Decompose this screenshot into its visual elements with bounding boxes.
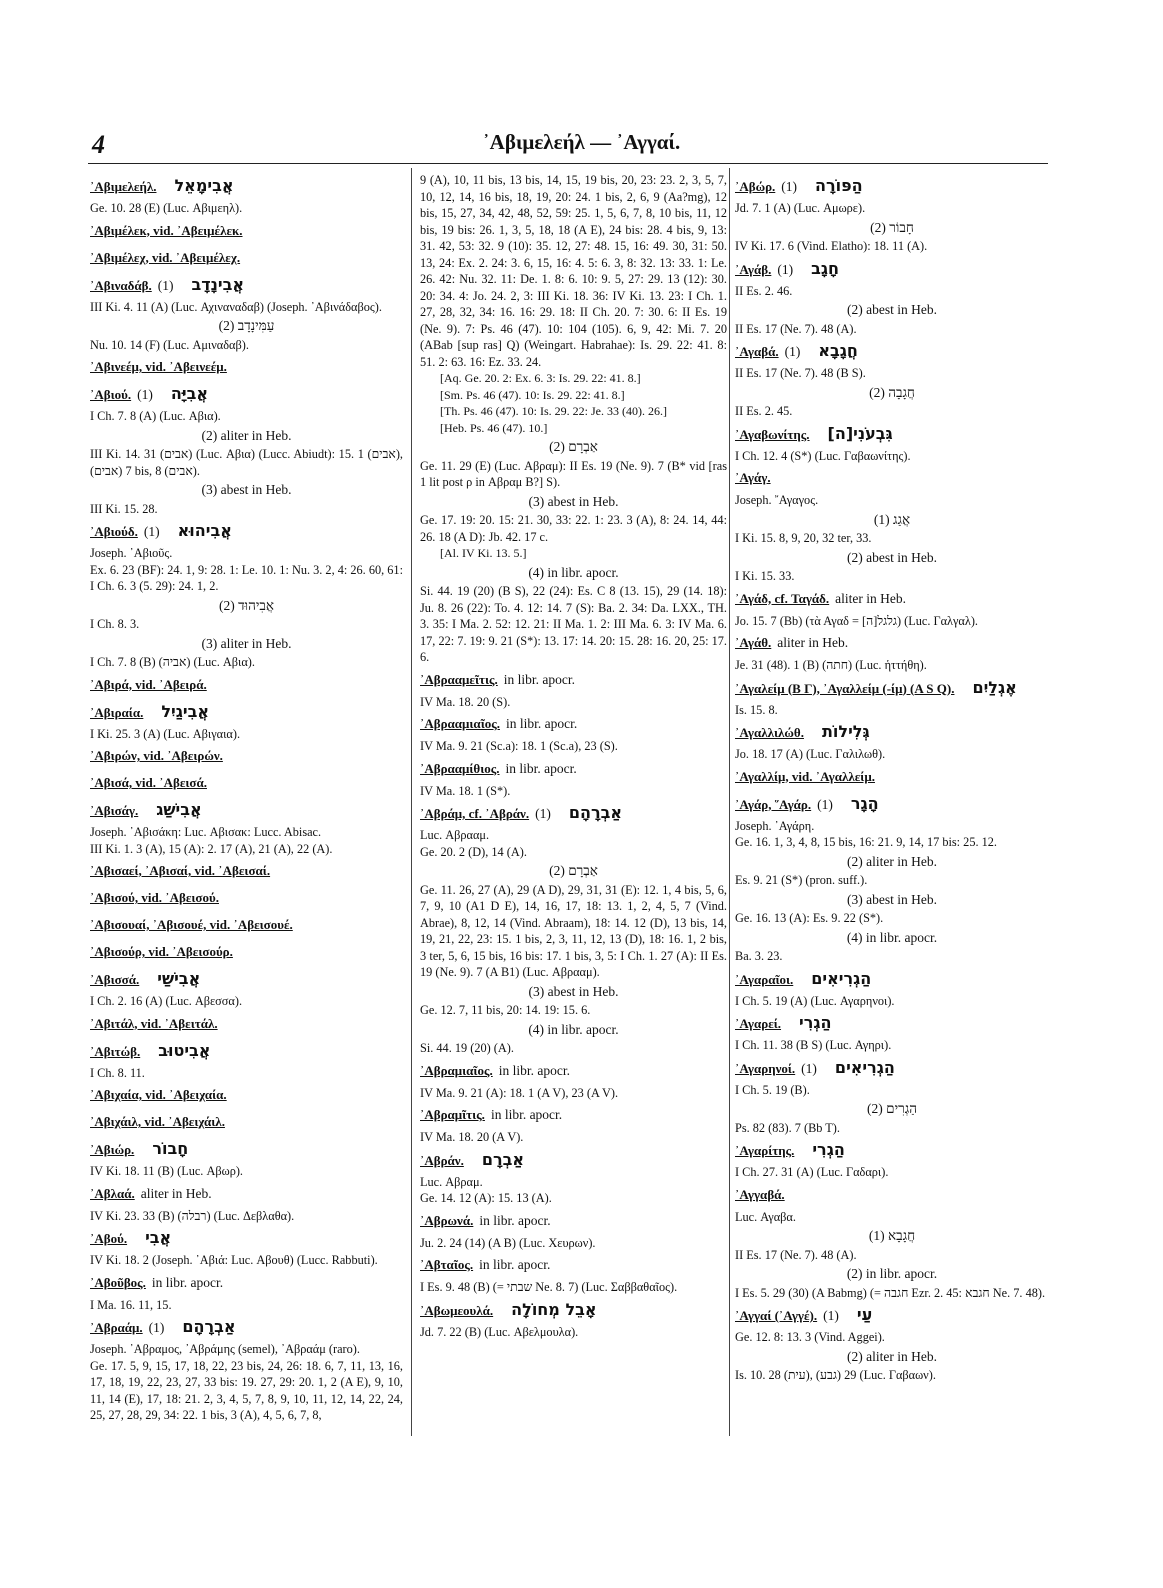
headword: ᾿Αβιρά, vid. ᾿Αβειρά. <box>90 676 207 692</box>
headword: ᾿Αβισαεί, ᾿Αβισαί, vid. ᾿Αβεισαί. <box>90 863 271 878</box>
headword: ᾿Αβισούρ, vid. ᾿Αβεισούρ. <box>90 944 233 959</box>
reference-text: Ge. 11. 29 (E) (Luc. Αβραμ): II Es. 19 (Ne. 9). 7 (B* vid [ras 1 lit post ρ in Αβραμ B?] S). <box>420 458 727 489</box>
sense-heading: (3) abest in Heb. <box>528 493 619 509</box>
reference-text: Ge. 17. 19: 20. 15: 21. 30, 33: 22. 1: 23. 3 (A), 8: 24. 14, 44: 26. 18 (A D): Jb. 42. 17 c. <box>420 513 727 544</box>
headword: ᾿Αβρααμιαῖος. <box>420 716 500 731</box>
reference-text: I Es. 5. 29 (30) (A Babmg) (= חגבה Ezr. 2. 45: חגבא Ne. 7. 48). <box>735 1285 1046 1300</box>
reference-text: I Ch. 5. 19 (B). <box>735 1082 810 1097</box>
reference-text: Ps. 82 (83). 7 (Bb T). <box>735 1120 840 1135</box>
reference-text: Si. 44. 19 (20) (A). <box>420 1041 514 1055</box>
reference-text: Joseph. ᾿Αβισάκη: Luc. Αβισακ: Lucc. Abisac. <box>90 825 322 839</box>
headword-entry <box>90 802 403 823</box>
header-rule <box>88 163 1048 164</box>
reference-text: IV Ma. 9. 21 (Sc.a): 18. 1 (Sc.a), 23 (S). <box>420 739 618 753</box>
headword-entry <box>90 1141 403 1162</box>
reference-text: Je. 31 (48). 1 (B) (חתה) (Luc. ἡττήθη). <box>735 658 927 672</box>
headword: ᾿Αβιραία. <box>90 704 144 720</box>
reference-text: Jd. 7. 22 (B) (Luc. Αβελμουλα). <box>420 1324 579 1339</box>
headword-entry <box>90 677 403 698</box>
headword-entry <box>735 724 1049 745</box>
reference-text: II Es. 17 (Ne. 7). 48 (A). <box>735 321 857 336</box>
headword-entry <box>735 677 1049 701</box>
column-2 <box>420 172 727 1340</box>
version-reference: [Aq. Ge. 20. 2: Ex. 6. 3: Is. 29. 22: 41. 8.] <box>440 371 641 385</box>
headword: ᾿Αβράν. <box>420 1152 464 1168</box>
headword: ᾿Αβρωνά. <box>420 1212 474 1228</box>
reference-text: I Ch. 8. 3. <box>90 617 140 631</box>
hebrew-equivalent: הַגְרִי <box>812 1140 845 1159</box>
reference-text: III Ki. 15. 28. <box>90 501 158 516</box>
hebrew-equivalent: אֲבִיטוּב <box>158 1040 211 1060</box>
headword-entry <box>90 178 403 199</box>
headword-entry <box>420 1257 727 1278</box>
headword-entry <box>735 1307 1049 1328</box>
headword-entry <box>90 386 403 407</box>
headword: ᾿Αγαλλίμ, vid. ᾿Αγαλλείμ. <box>735 768 875 784</box>
sense-note: (1) <box>157 277 174 293</box>
reference-text: II Es. 17 (Ne. 7). 48 (B S). <box>735 366 866 380</box>
sense-heading: (2) חֲגָבָה <box>869 384 915 400</box>
headword: ᾿Αγάρ, ῞Αγάρ. <box>735 796 812 812</box>
version-reference: [Sm. Ps. 46 (47). 10: Is. 29. 22: 41. 8.] <box>440 387 625 402</box>
reference-text: Jo. 15. 7 (Bb) (τὰ Αγαδ = [ה]גלגל) (Luc. Γαλγαλ). <box>735 613 978 628</box>
column-divider <box>729 168 730 1436</box>
hebrew-equivalent: אֲבִיָּה <box>170 384 208 403</box>
reference-text: IV Ma. 9. 21 (A): 18. 1 (A V), 23 (A V). <box>420 1085 619 1100</box>
reference-text: IV Ki. 23. 33 (B) (רבלה) (Luc. Δεβλαθα). <box>90 1208 295 1223</box>
reference-text: III Ki. 1. 3 (A), 15 (A): 2. 17 (A), 21 (A), 22 (A). <box>90 841 333 856</box>
reference-text: Joseph. ᾿Αβιοῦς. <box>90 546 173 560</box>
headword-entry <box>90 890 403 911</box>
headword: ᾿Αβισουαί, ᾿Αβισουέ, vid. ᾿Αβεισουέ. <box>90 917 293 932</box>
reference-text: I Ch. 7. 8 (A) (Luc. Αβια). <box>90 409 221 423</box>
reference-text: I Ch. 12. 4 (S*) (Luc. Γαβαωνίτης). <box>735 448 911 463</box>
reference-text: III Ki. 14. 31 (אבים) (Luc. Αβια) (Lucc. Abiudt): 15. 1 (אבים), 7 (אבים) bis, 8 (אבים). <box>90 447 403 478</box>
headword: ᾿Αγαβά. <box>735 344 779 359</box>
headword: ᾿Αβραμιαῖος. <box>420 1062 493 1078</box>
headword: ᾿Αβιτάλ, vid. ᾿Αβειτάλ. <box>90 1015 218 1031</box>
headword-entry <box>90 917 403 938</box>
sense-heading: (4) in libr. apocr. <box>528 564 619 580</box>
reference-text: I Ma. 16. 11, 15. <box>90 1297 172 1312</box>
headword-entry <box>420 1213 727 1234</box>
column-3 <box>735 172 1049 1384</box>
headword: ᾿Αβιρών, vid. ᾿Αβειρών. <box>90 748 223 763</box>
reference-text: Jo. 18. 17 (A) (Luc. Γαλιλωθ). <box>735 747 886 761</box>
hebrew-equivalent: חָגָב <box>811 258 839 278</box>
headword: ᾿Αβού. <box>90 1231 128 1246</box>
sense-heading: (2) aliter in Heb. <box>201 427 292 443</box>
sense-note: (1) <box>801 1060 817 1076</box>
headword-entry <box>735 343 1049 364</box>
reference-text: IV Ki. 18. 2 (Joseph. ᾿Αβιά: Luc. Αβουθ) (Lucc. Rabbuti). <box>90 1253 378 1267</box>
hebrew-equivalent: חָבוֹר <box>152 1139 189 1158</box>
reference-text: Ge. 10. 28 (E) (Luc. Αβιμεηλ). <box>90 201 243 215</box>
headword: ᾿Αβιναδάβ. <box>90 277 152 293</box>
reference-text: Luc. Αβραμ. <box>420 1174 483 1189</box>
sense-note: in libr. apocr. <box>479 1257 551 1272</box>
headword: ᾿Αβινεέμ, vid. ᾿Αβεινεέμ. <box>90 359 227 374</box>
headword-entry <box>735 1015 1049 1036</box>
hebrew-equivalent: אֲבִיגַיִל <box>161 701 210 721</box>
sense-heading: (4) in libr. apocr. <box>528 1021 619 1037</box>
headword: ᾿Αβώρ. <box>735 179 776 194</box>
reference-text: IV Ki. 17. 6 (Vind. Elatho): 18. 11 (A). <box>735 239 928 253</box>
headword-entry <box>420 805 727 826</box>
headword-entry <box>735 1187 1049 1208</box>
headword-entry <box>420 1107 727 1128</box>
headword: ᾿Αβράμ, cf. ᾿Αβράν. <box>420 806 530 821</box>
headword-entry <box>420 761 727 782</box>
reference-text: Ge. 20. 2 (D), 14 (A). <box>420 844 527 859</box>
headword-entry <box>90 971 403 992</box>
headword-entry <box>420 1149 727 1173</box>
headword-entry <box>90 1319 403 1340</box>
sense-note: aliter in Heb. <box>140 1185 212 1201</box>
hebrew-equivalent: אֲבִישַׁג <box>156 800 202 819</box>
hebrew-equivalent: עַי <box>856 1305 873 1324</box>
headword-entry <box>90 1087 403 1108</box>
headword-entry <box>90 1016 403 1037</box>
headword-entry <box>90 223 403 244</box>
headword-entry <box>90 359 403 380</box>
reference-text: Ge. 16. 13 (A): Es. 9. 22 (S*). <box>735 911 884 925</box>
headword-entry <box>735 423 1049 447</box>
headword: ᾿Αγαραῖοι. <box>735 971 794 987</box>
headword-entry <box>90 250 403 271</box>
headword: ᾿Αγάβ. <box>735 261 772 277</box>
hebrew-equivalent: אָבֵל מְחוֹלָה <box>511 1299 597 1319</box>
hebrew-equivalent: הַגְרִיאִים <box>811 968 872 988</box>
hebrew-equivalent: אֶגְלַיִם <box>972 677 1017 697</box>
headword-entry <box>735 968 1049 992</box>
headword: ᾿Αβοῦβος. <box>90 1274 146 1290</box>
reference-text: Ge. 16. 1, 3, 4, 8, 15 bis, 16: 21. 9, 14, 17 bis: 25. 12. <box>735 835 997 849</box>
sense-note: (1) <box>137 387 153 402</box>
sense-heading: (2) abest in Heb. <box>847 302 937 317</box>
reference-text: Nu. 10. 14 (F) (Luc. Αμιναδαβ). <box>90 337 249 352</box>
headword: ᾿Αγαλλιλώθ. <box>735 725 804 740</box>
sense-note: in libr. apocr. <box>479 1212 551 1228</box>
sense-note: aliter in Heb. <box>835 590 907 606</box>
column-1 <box>90 172 403 1424</box>
headword: ᾿Αβλαά. <box>90 1185 135 1201</box>
headword: ᾿Αβιχάιλ, vid. ᾿Αβειχάιλ. <box>90 1114 225 1129</box>
reference-text: Ge. 11. 26, 27 (A), 29 (A D), 29, 31, 31 (E): 12. 1, 4 bis, 5, 6, 7, 9, 10 (A1 D E), 14, 16, 17, 18: 13. 1, 2, 4, 5, 7 (Vind. Abrae), 8, 12, 14 (Vind. Abraam), 18: 14. 12 (D), 13 bis, 14, 19, 21, 22, 23: 15. 1 bis, 2, 3, 11, 12, 13 (D), 18: 16. 1, 2 bis, 3 ter, 5, 6, 15 bis, 16 bis: 17. 1 bis, 3, 5: I Ch. 1. 27 (A): II Es. 19 (Ne. 9). 7 (A B1) (Luc. Αβρααμ). <box>420 882 727 979</box>
headword-entry <box>90 748 403 769</box>
sense-heading: (2) in libr. apocr. <box>846 1266 938 1281</box>
reference-text: Ba. 3. 23. <box>735 949 783 963</box>
sense-heading: (2) אֲבִיהוּד <box>219 597 274 613</box>
sense-note: aliter in Heb. <box>777 635 849 650</box>
headword-entry <box>735 470 1049 491</box>
reference-text: I Ch. 27. 31 (A) (Luc. Γαδαρι). <box>735 1165 889 1179</box>
reference-text: Is. 10. 28 (עית), 29 (גבע) (Luc. Γαβαων). <box>735 1368 936 1382</box>
headword: ᾿Αβισού, vid. ᾿Αβεισού. <box>90 890 219 905</box>
headword-entry <box>420 672 727 693</box>
sense-heading: (3) abest in Heb. <box>528 983 619 999</box>
sense-heading: (1) חֲגָבָא <box>868 1228 916 1243</box>
sense-heading: (2) אַבְרָם <box>549 439 598 454</box>
sense-heading: (2) חָבוֹר <box>870 219 914 235</box>
running-head: ᾿Αβιμελεήλ — ᾿Αγγαί. <box>482 130 681 154</box>
reference-text: I Ki. 15. 33. <box>735 569 795 583</box>
reference-text: III Ki. 4. 11 (A) (Luc. Αχιναναδαβ) (Joseph. ᾿Αβινάδαβος). <box>90 299 382 314</box>
headword: ᾿Αγάθ. <box>735 635 772 650</box>
headword-entry <box>420 1299 727 1323</box>
hebrew-equivalent: [ה]גִּבְעֹנִי <box>827 423 893 443</box>
hebrew-equivalent: אֲבִישַׁי <box>157 969 201 988</box>
headword: ᾿Αγάδ, cf. Ταγάδ. <box>735 590 830 606</box>
headword: ᾿Αβρααμεῖτις. <box>420 671 498 687</box>
reference-text: Es. 9. 21 (S*) (pron. suff.). <box>735 873 868 887</box>
reference-text: Ge. 14. 12 (A): 15. 13 (A). <box>420 1191 552 1205</box>
headword-entry <box>735 1057 1049 1081</box>
headword-entry <box>90 523 403 544</box>
sense-note: (1) <box>784 344 801 359</box>
version-reference: [Al. IV Ki. 13. 5.] <box>440 546 527 560</box>
headword: ᾿Αβιτώβ. <box>90 1043 141 1059</box>
sense-note: in libr. apocr. <box>498 1062 570 1078</box>
reference-text: Jd. 7. 1 (A) (Luc. Αμωρε). <box>735 201 866 215</box>
hebrew-equivalent: הָגָר <box>850 793 879 813</box>
sense-heading: (2) אַבְרָם <box>549 863 598 878</box>
sense-note: (1) <box>817 796 833 812</box>
headword: ᾿Αγάγ. <box>735 470 771 485</box>
reference-text: Luc. Αβρααμ. <box>420 828 490 842</box>
reference-text: I Ki. 25. 3 (A) (Luc. Αβιγαια). <box>90 726 241 741</box>
hebrew-equivalent: חֲגָבָא <box>818 341 858 360</box>
hebrew-equivalent: הַפּוֹרָה <box>815 176 863 195</box>
headword: ᾿Αγαρηνοί. <box>735 1060 796 1076</box>
sense-note: (1) <box>535 806 551 821</box>
headword-entry <box>735 635 1049 656</box>
sense-heading: (3) aliter in Heb. <box>201 635 292 651</box>
hebrew-equivalent: אַבְרָהָם <box>568 803 623 822</box>
headword: ᾿Αβραμῖτις. <box>420 1107 485 1122</box>
sense-note: in libr. apocr. <box>490 1107 563 1122</box>
headword: ᾿Αβωμεουλά. <box>420 1302 494 1318</box>
sense-heading: (3) abest in Heb. <box>847 891 937 907</box>
reference-text: Si. 44. 19 (20) (B S), 22 (24): Es. C 8 (13. 15), 29 (14. 18): Ju. 8. 26 (22): To. 4. 12: 14. 7 (S): Ba. 2. 34: Da. LXX., TH. 3. 35: I Ma. 2. 52: 12. 21: II Ma. 1. 2: III Ma. 6. 3: IV Ma. 6. 17, 22: 7. 19: 9. 21 (S*): 13. 17: 14. 20: 15. 28: 16. 20, 25: 17. 6. <box>420 584 727 664</box>
headword-entry <box>735 793 1049 817</box>
reference-text: I Es. 9. 48 (B) (= שבתי Ne. 8. 7) (Luc. Σαββαθαῖος). <box>420 1280 678 1294</box>
headword-entry <box>735 591 1049 612</box>
headword-entry <box>90 863 403 884</box>
headword-entry <box>90 1275 403 1296</box>
column-divider <box>411 168 412 1436</box>
headword-entry <box>90 274 403 298</box>
headword: ᾿Αβιώρ. <box>90 1142 135 1157</box>
reference-text: 9 (A), 10, 11 bis, 13 bis, 14, 15, 19 bis, 20, 23: 23. 2, 3, 5, 7, 10, 12, 14, 16 bis, 18, 19, 20: 24. 1 bis, 2, 6, 9 (Aa?mg), 12 bis, 15, 27, 34, 42, 48, 52, 59: 25. 1, 5, 6, 7, 8, 10 bis, 11, 12 bis, 19 bis: 26. 1, 3, 5, 18, 18 (A E), 24 bis: 28. 4 bis, 9, 13: 31. 42, 53: 32. 9 (10): 35. 12, 27: 48. 15, 16: 49. 30, 31: 50. 13, 24: Ex. 2. 24: 3. 6, 15, 16: 4. 5: 6. 3, 8: 32. 13: 33. 1: Le. 26. 42: Nu. 32. 11: De. 1. 8: 6. 10: 9. 5, 27: 29. 13 (12): 30. 20: 34. 4: Jo. 24. 2, 3: III Ki. 18. 36: IV Ki. 13. 23: I Ch. 1. 27, 28, 32, 34: 16. 16: 29. 18: II Ch. 20. 7: 30. 6: II Es. 19 (Ne. 9). 7: Ps. 46 (47). 10: 104 (105). 6, 9, 42: Mi. 7. 20 (ABab [sup ras] Q) (Weingart. Habrahae): Is. 29. 22: 41. 8: 51. 2: 63. 16: Ez. 33. 24. <box>420 173 727 369</box>
hebrew-equivalent: אַבְרָהָם <box>182 1317 236 1336</box>
headword: ᾿Αγαρεί. <box>735 1016 782 1031</box>
headword-entry <box>90 1040 403 1064</box>
sense-heading: (2) aliter in Heb. <box>847 853 937 869</box>
sense-note: (1) <box>148 1320 165 1335</box>
headword: ᾿Αγγαβά. <box>735 1186 785 1202</box>
hebrew-equivalent: אֲבִימָאֵל <box>174 176 234 195</box>
reference-text: Joseph. ᾿Αγάρη. <box>735 818 815 833</box>
hebrew-equivalent: הַגְרִיאִים <box>834 1057 895 1077</box>
reference-text: Ge. 12. 7, 11 bis, 20: 14. 19: 15. 6. <box>420 1003 591 1017</box>
reference-text: II Es. 2. 45. <box>735 404 793 418</box>
reference-text: I Ki. 15. 8, 9, 20, 32 ter, 33. <box>735 531 872 545</box>
hebrew-equivalent: אֲבִינָדָב <box>191 274 245 294</box>
reference-text: IV Ma. 18. 1 (S*). <box>420 783 511 798</box>
version-reference: [Th. Ps. 46 (47). 10: Is. 29. 22: Je. 33 (40). 26.] <box>440 404 667 418</box>
reference-text: II Es. 17 (Ne. 7). 48 (A). <box>735 1247 857 1262</box>
headword: ᾿Αγγαί (᾿Αγγέ). <box>735 1308 818 1323</box>
headword: ᾿Αβιχαία, vid. ᾿Αβειχαία. <box>90 1087 227 1102</box>
headword: ᾿Αβιού. <box>90 387 132 402</box>
reference-text: Joseph. ᾿Αβραμος, ᾿Αβράμης (semel), ᾿Αβραάμ (raro). <box>90 1342 360 1356</box>
hebrew-equivalent: אֲבִי <box>145 1228 172 1247</box>
sense-heading: (1) אֲגַג <box>873 511 911 527</box>
reference-text: I Ch. 7. 8 (B) (אביה) (Luc. Αβια). <box>90 655 255 669</box>
headword: ᾿Αβταῖος. <box>420 1257 474 1272</box>
headword: ᾿Αβισάγ. <box>90 803 139 818</box>
headword: ᾿Αβισσά. <box>90 972 140 987</box>
headword: ᾿Αβιμέλεκ, vid. ᾿Αβειμέλεκ. <box>90 222 243 238</box>
reference-text: II Es. 2. 46. <box>735 283 793 298</box>
sense-heading: (3) abest in Heb. <box>201 482 292 497</box>
reference-text: Is. 15. 8. <box>735 702 778 717</box>
sense-note: in libr. apocr. <box>503 671 575 687</box>
hebrew-equivalent: הַגְרִי <box>799 1013 832 1032</box>
headword: ᾿Αβιμελεήλ. <box>90 179 157 194</box>
reference-text: Ge. 12. 8: 13. 3 (Vind. Aggei). <box>735 1330 885 1344</box>
sense-note: (1) <box>781 179 798 194</box>
headword-entry <box>420 716 727 737</box>
headword: ᾿Αβραάμ. <box>90 1320 143 1335</box>
sense-note: (1) <box>143 524 160 539</box>
headword-entry <box>90 701 403 725</box>
page-number: 4 <box>92 130 105 159</box>
sense-note: in libr. apocr. <box>505 760 577 776</box>
headword: ᾿Αβιμέλεχ, vid. ᾿Αβειμέλεχ. <box>90 249 241 265</box>
reference-text: Ju. 2. 24 (14) (A B) (Luc. Χευρων). <box>420 1235 596 1250</box>
headword-entry <box>90 1230 403 1251</box>
reference-text: I Ch. 5. 19 (A) (Luc. Αγαρηνοι). <box>735 993 895 1008</box>
headword-entry <box>735 258 1049 282</box>
sense-heading: (4) in libr. apocr. <box>846 929 938 945</box>
reference-text: Ge. 17. 5, 9, 15, 17, 18, 22, 23 bis, 24, 26: 18. 6, 7, 11, 13, 16, 17, 18, 19, 22, 23, 27, 33 bis: 19. 27, 29: 20. 1, 2 (A E), 9, 10, 11, 14 (E), 17, 18: 21. 2, 3, 4, 5, 7, 8, 9, 10, 11, 12, 14, 22, 24, 25, 27, 28, 29, 34: 22. 1 bis, 3 (A), 4, 5, 6, 7, 8, <box>90 1358 403 1422</box>
headword: ᾿Αγαρίτης. <box>735 1143 795 1158</box>
sense-heading: (2) abest in Heb. <box>847 549 937 565</box>
sense-heading: (2) עַמִּינָדָב <box>218 318 275 333</box>
headword: ᾿Αβισά, vid. ᾿Αβεισά. <box>90 775 207 790</box>
sense-note: (1) <box>777 261 794 277</box>
headword: ᾿Αβιούδ. <box>90 524 138 539</box>
reference-text: Luc. Αγαβα. <box>735 1209 796 1224</box>
sense-note: (1) <box>823 1308 839 1323</box>
sense-note: in libr. apocr. <box>151 1274 224 1290</box>
headword-entry <box>735 178 1049 199</box>
reference-text: I Ch. 2. 16 (A) (Luc. Αβεσσα). <box>90 994 243 1008</box>
headword-entry <box>735 769 1049 790</box>
reference-text: Joseph. ῎Αγαγος. <box>735 493 819 507</box>
headword-entry <box>90 1114 403 1135</box>
reference-text: IV Ki. 18. 11 (B) (Luc. Αβωρ). <box>90 1164 243 1178</box>
hebrew-equivalent: אֲבִיהוּא <box>177 521 232 540</box>
reference-text: IV Ma. 18. 20 (A V). <box>420 1130 524 1144</box>
headword: ᾿Αγαλείμ (B Γ), ᾿Αγαλλείμ (-ίμ) (A S Q). <box>735 680 955 696</box>
sense-heading: (2) הַגְרִים <box>867 1101 917 1116</box>
version-reference: [Heb. Ps. 46 (47). 10.] <box>440 420 548 435</box>
reference-text: I Ch. 8. 11. <box>90 1065 145 1080</box>
headword: ᾿Αγαβωνίτης. <box>735 426 810 442</box>
sense-note: in libr. apocr. <box>505 716 578 731</box>
hebrew-equivalent: גְּלִילוֹת <box>821 722 870 741</box>
reference-text: IV Ma. 18. 20 (S). <box>420 694 511 709</box>
headword-entry <box>90 775 403 796</box>
sense-heading: (2) aliter in Heb. <box>847 1348 937 1364</box>
hebrew-equivalent: אַבְרָם <box>481 1149 525 1169</box>
headword-entry <box>90 1186 403 1207</box>
headword-entry <box>735 1142 1049 1163</box>
headword-entry <box>420 1063 727 1084</box>
reference-text: Ex. 6. 23 (BF): 24. 1, 9: 28. 1: Le. 10. 1: Nu. 3. 2, 4: 26. 60, 61: I Ch. 6. 3 (5. 29): 24. 1, 2. <box>90 562 403 593</box>
headword: ᾿Αβρααμίθιος. <box>420 760 500 776</box>
reference-text: I Ch. 11. 38 (B S) (Luc. Αγηρι). <box>735 1038 892 1052</box>
headword-entry <box>90 944 403 965</box>
